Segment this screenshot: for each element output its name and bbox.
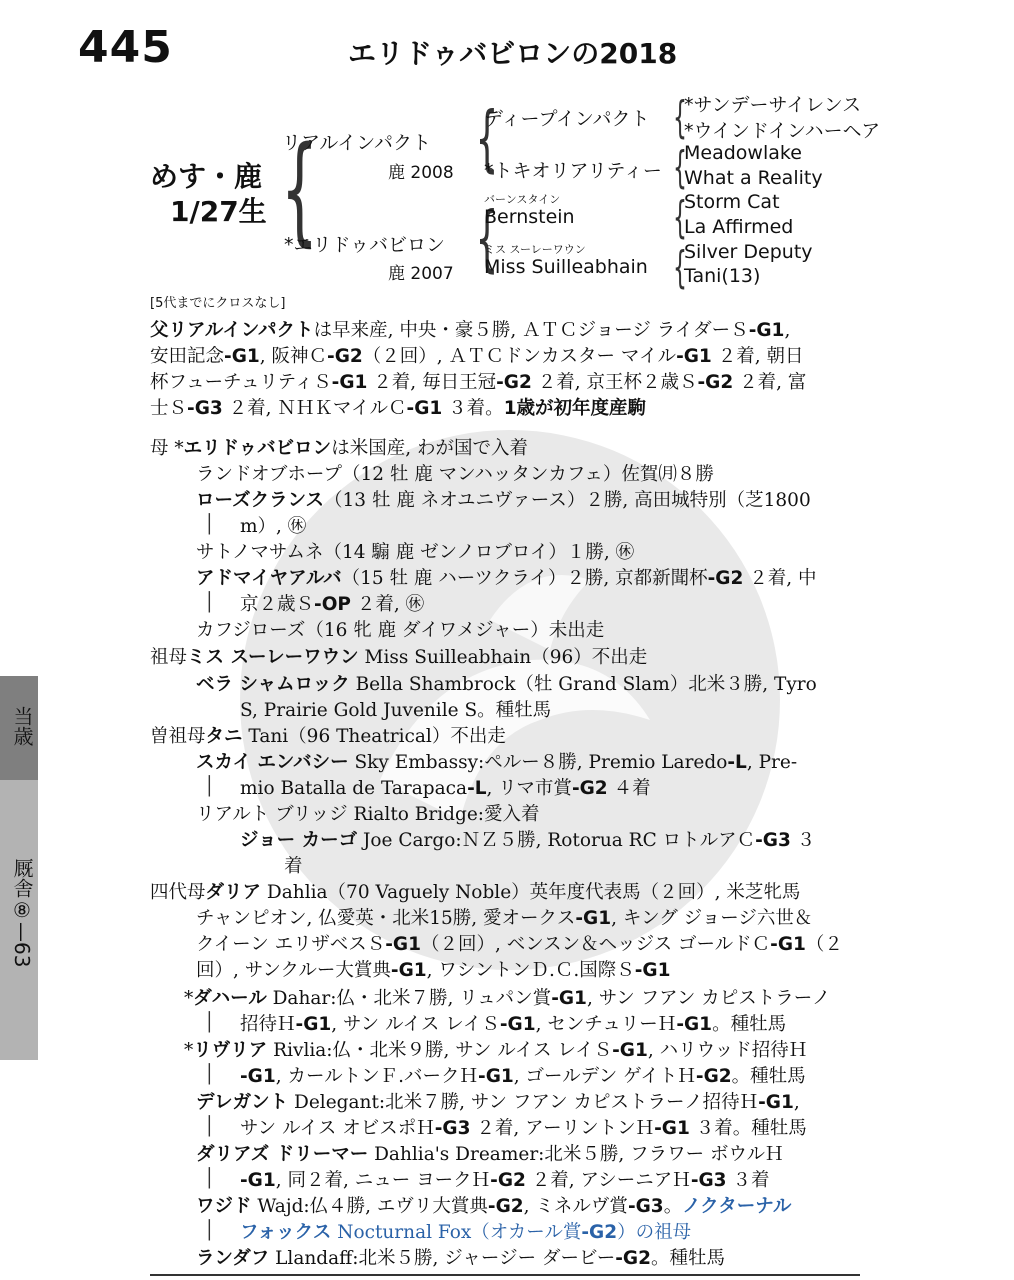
text-span: -G3 [627,1196,664,1217]
text-span: 。種牡馬 [712,1014,787,1035]
text-span: -G1 [654,1118,690,1139]
brace-dd: { [673,242,687,293]
side-tab-age-label: 当歳 [10,706,34,746]
side-tab-age[interactable] [0,676,38,780]
text-span: , サン フアン カピストラーノ [586,988,831,1009]
text-span: , 同２着, ニュー ヨークＨ [275,1170,491,1191]
text-span: ４着 [607,778,651,799]
sire-sire-dam: *ウインドインハーヘア [684,120,881,142]
text-span: -G1 [224,346,260,367]
text-span: , ハリウッド招待Ｈ [647,1040,808,1061]
text-span: ２着, アシーニアＨ [525,1170,691,1191]
text-span: -L [467,778,487,799]
text-span: ３ [790,830,816,851]
text-span: -G1 [295,1014,332,1035]
side-tab-stable[interactable] [0,780,38,1060]
text-span: , センチュリーＨ [535,1014,677,1035]
text-line [196,488,811,514]
text-line [240,1116,807,1142]
text-span: ２着, 富 [733,372,807,393]
text-span: , カールトンＦ.バークＨ [275,1066,479,1087]
text-line [240,776,651,802]
text-line [240,1168,769,1194]
text-span: -G3 [434,1118,471,1139]
bottom-rule [150,1274,860,1276]
text-span: は早来産, 中央・豪５勝, ＡＴＣジョージ ライダーＳ [313,320,749,341]
text-span: （２ [805,934,843,955]
text-span: デレガント [196,1092,289,1113]
text-span: -G1 [499,1014,536,1035]
text-line: サトノマサムネ（14 騸 鹿 ゼンノロブロイ）１勝, ㊡ [196,542,635,563]
text-span: リアルインパクト [168,320,314,341]
text-span: は米国産, わが国で入着 [331,438,528,459]
text-span: -G2 [581,1222,618,1243]
text-span: -G1 [478,1066,514,1087]
dam-name: *エリドゥバビロン [284,234,446,256]
text-line [240,1064,806,1090]
text-span: （２回）, ＡＴＣドンカスター マイル [362,346,677,367]
text-span: 。種牡馬 [731,1066,806,1087]
text-span: -G3 [187,398,223,419]
text-line: m）, ㊡ [240,516,307,537]
text-span: , キング ジョージ六世＆ [611,908,813,929]
text-span: （13 牡 鹿 ネオユニヴァース）２勝, 高田城特別（芝1800 [324,490,811,511]
continuation-bar: │ [204,1168,215,1189]
text-span: -G2 [695,1066,732,1087]
text-span: ３着。 [442,398,504,419]
text-span: -G1 [385,934,421,955]
continuation-bar: │ [204,1012,215,1033]
text-line [240,1012,786,1038]
text-span: ２着, 朝日 [711,346,804,367]
text-span: ベラ シャムロック [196,674,350,695]
text-span: 回）, サンクルー大賞典 [196,960,391,981]
text-span: , [784,320,791,341]
text-line [240,828,815,854]
text-span: Bella Shambrock（牡 Grand Slam）北米３勝, Tyro [349,674,817,695]
text-span: ワジド [196,1196,252,1217]
dam-sire: Bernstein [484,206,575,228]
text-span: 四代母 [150,882,206,903]
continuation-bar: │ [204,1116,215,1137]
sire-dam-dam: What a Reality [684,167,823,189]
text-span: ジョー カーゴ [240,830,358,851]
horse-sex-color: めす・鹿 [150,160,263,193]
text-line [240,1220,691,1246]
page-title: エリドゥバビロンの2018 [348,37,678,70]
text-span: ダリア [205,882,262,903]
text-line: 着 [284,856,303,877]
text-line: カフジローズ（16 牝 鹿 ダイワメジャー）未出走 [196,620,605,641]
text-span: ２着, アーリントンＨ [470,1118,655,1139]
text-span: , ワシントンＤ.Ｃ.国際Ｓ [426,960,635,981]
text-span: -G1 [575,908,612,929]
dam-info: 鹿 2007 [388,264,454,284]
dam-sire-dam: La Affirmed [684,216,794,238]
text-span: -G1 [758,1092,794,1113]
text-span: 。種牡馬 [650,1248,725,1269]
text-line [150,645,647,671]
text-line: ランドオブホープ（12 牡 鹿 マンハッタンカフェ）佐賀㈪８勝 [196,464,714,485]
text-line [196,750,797,776]
horse-birth-date: 1/27生 [170,195,267,228]
text-span: -G2 [487,1196,524,1217]
continuation-bar: │ [204,514,215,535]
text-span: mio Batalla de Tarapaca [240,778,468,799]
text-span: , サン ルイス レイＳ [331,1014,500,1035]
sire-sire: ディープインパクト [484,108,650,130]
text-span: （15 牡 鹿 ハーツクライ）２勝, 京都新聞杯 [341,568,708,589]
text-line: S, Prairie Gold Juvenile S。種牡馬 [240,700,552,721]
continuation-bar: │ [204,776,215,797]
text-span: -OP [314,594,351,615]
sire-dam: *トキオリアリティー [484,160,662,182]
text-span: -G3 [755,830,791,851]
text-span: リヴリア [193,1040,268,1061]
text-span: 1歳が初年度産駒 [503,398,647,419]
text-span: ２着, 毎日王冠 [367,372,497,393]
text-span: クイーン エリザベスＳ [196,934,386,955]
text-span: , [793,1092,800,1113]
brace-ss: { [673,92,687,143]
cross-note: [5代までにクロスなし] [150,296,286,311]
sire-name: リアルインパクト [282,132,431,154]
text-line [196,566,816,592]
text-span: ノクターナル [682,1196,792,1217]
text-span: ミス スーレーワウン [187,647,359,668]
text-span: Tani（96 Theatrical）不出走 [242,726,506,747]
text-span: , ミネルヴ賞 [523,1196,628,1217]
text-span: Sky Embassy:ペルー８勝, Premio Laredo [348,752,728,773]
text-span: -G1 [676,1014,713,1035]
text-span: スカイ エンバシー [196,752,349,773]
brace-main: { [280,120,319,258]
text-span: -G1 [634,960,671,981]
text-span: * [184,988,194,1009]
text-span: 京２歳Ｓ [240,594,315,615]
text-span: 。 [663,1196,683,1217]
text-span: -G1 [612,1040,648,1061]
text-line [196,672,817,698]
text-line [240,592,424,618]
text-span: -G2 [327,346,363,367]
text-span: ２着, ＮＨＫマイルＣ [222,398,407,419]
text-span: -G2 [697,372,734,393]
text-span: Dahar:仏・北米７勝, リュパン賞 [266,988,552,1009]
text-span: フォックス [240,1222,332,1243]
page-number: 445 [78,22,173,73]
text-line [196,906,812,932]
text-span: ２着, 中 [743,568,817,589]
text-line [196,1090,800,1116]
sire-sire-sire: *サンデーサイレンス [684,94,862,116]
text-span: -G3 [690,1170,727,1191]
text-span: Dahlia（70 Vaguely Noble）英年度代表馬（２回）, 米芝牝馬 [261,882,801,903]
text-line [196,958,670,984]
text-span: Miss Suilleabhain（96）不出走 [358,647,648,668]
text-span: ３着 [726,1170,770,1191]
dam-dam-sire: Silver Deputy [684,241,813,263]
text-line [150,318,790,344]
brace-ds: { [673,192,687,243]
text-span: 祖母 [150,647,188,668]
text-span: 士Ｓ [150,398,188,419]
text-span: -G2 [707,568,744,589]
text-span: 招待Ｈ [240,1014,296,1035]
continuation-bar: │ [204,592,215,613]
text-span: -G1 [406,398,443,419]
text-span: -G2 [490,1170,526,1191]
text-span: -G1 [748,320,785,341]
text-span: ダリアズ ドリーマー [196,1144,369,1165]
text-span: , 阪神Ｃ [259,346,328,367]
text-span: （２回）, ベンスン＆ヘッジス ゴールドＣ [420,934,771,955]
text-span: Llandaff:北米５勝, ジャージー ダービー [269,1248,616,1269]
text-span: タニ [205,726,243,747]
side-tab-stable-label: 厩舎⑧—63 [10,858,34,968]
text-line [196,1246,725,1272]
text-span: ）の祖母 [617,1222,692,1243]
text-span: Delegant:北米７勝, サン フアン カピストラーノ招待Ｈ [288,1092,759,1113]
dam-dam-dam: Tani(13) [684,265,761,287]
text-span: ３着。種牡馬 [689,1118,807,1139]
text-span: Joe Cargo:ＮＺ５勝, Rotorua RC ロトルアＣ [357,830,756,851]
text-span: サン ルイス オビスポＨ [240,1118,435,1139]
sire-dam-sire: Meadowlake [684,142,802,164]
text-span: -G2 [571,778,608,799]
text-span: Rivlia:仏・北米９勝, サン ルイス レイＳ [267,1040,613,1061]
text-line [150,396,646,422]
text-line [150,436,528,462]
dam-sire-ruby: バーンスタイン [484,193,561,206]
text-span: ダハール [193,988,267,1009]
dam-dam-ruby: ミス スーレーワウン [484,243,586,256]
text-span: -G1 [551,988,587,1009]
sire-info: 鹿 2008 [388,163,454,183]
brace-sire: { [475,96,499,180]
dam-sire-sire: Storm Cat [684,191,780,213]
brace-dam: { [475,196,499,280]
continuation-bar: │ [204,1064,215,1085]
text-line [184,986,830,1012]
text-line [150,724,506,750]
text-span: Wajd:仏４勝, エヴリ大賞典 [251,1196,488,1217]
text-span: -G2 [615,1248,651,1269]
text-span: ２着, 京王杯２歳Ｓ [531,372,698,393]
text-span: 安田記念 [150,346,225,367]
text-span: 母 * [150,438,184,459]
text-line [150,370,806,396]
text-span: * [184,1040,194,1061]
text-line [150,344,803,370]
text-span: アドマイヤアルバ [196,568,342,589]
text-span: , Pre- [746,752,798,773]
brace-sd: { [673,142,687,193]
text-line [196,932,843,958]
text-span: ローズクランス [196,490,325,511]
text-span: Nocturnal Fox（オカール賞 [331,1222,582,1243]
text-span: 父 [150,320,169,341]
text-span: ２着, ㊡ [350,594,425,615]
continuation-bar: │ [204,1220,215,1241]
text-span: 杯フューチュリティＳ [150,372,332,393]
text-span: -L [727,752,747,773]
text-span: -G1 [331,372,368,393]
text-span: 曽祖母 [150,726,206,747]
text-span: -G1 [390,960,427,981]
text-span: -G1 [770,934,806,955]
text-line [150,880,800,906]
text-line: リアルト ブリッジ Rialto Bridge:愛入着 [196,804,540,825]
text-line [184,1038,807,1064]
text-span: -G1 [240,1170,276,1191]
dam-dam: Miss Suilleabhain [484,256,648,278]
text-span: , リマ市賞 [486,778,572,799]
text-span: -G1 [676,346,712,367]
text-span: ランダフ [196,1248,270,1269]
text-span: -G1 [240,1066,276,1087]
text-span: Dahlia's Dreamer:北米５勝, フラワー ボウルＨ [368,1144,784,1165]
text-span: -G2 [496,372,532,393]
text-line [196,1142,784,1168]
text-span: エリドゥバビロン [183,438,332,459]
text-span: , ゴールデン ゲイトＨ [513,1066,696,1087]
text-line [196,1194,791,1220]
text-span: チャンピオン, 仏愛英・北米15勝, 愛オークス [196,908,576,929]
